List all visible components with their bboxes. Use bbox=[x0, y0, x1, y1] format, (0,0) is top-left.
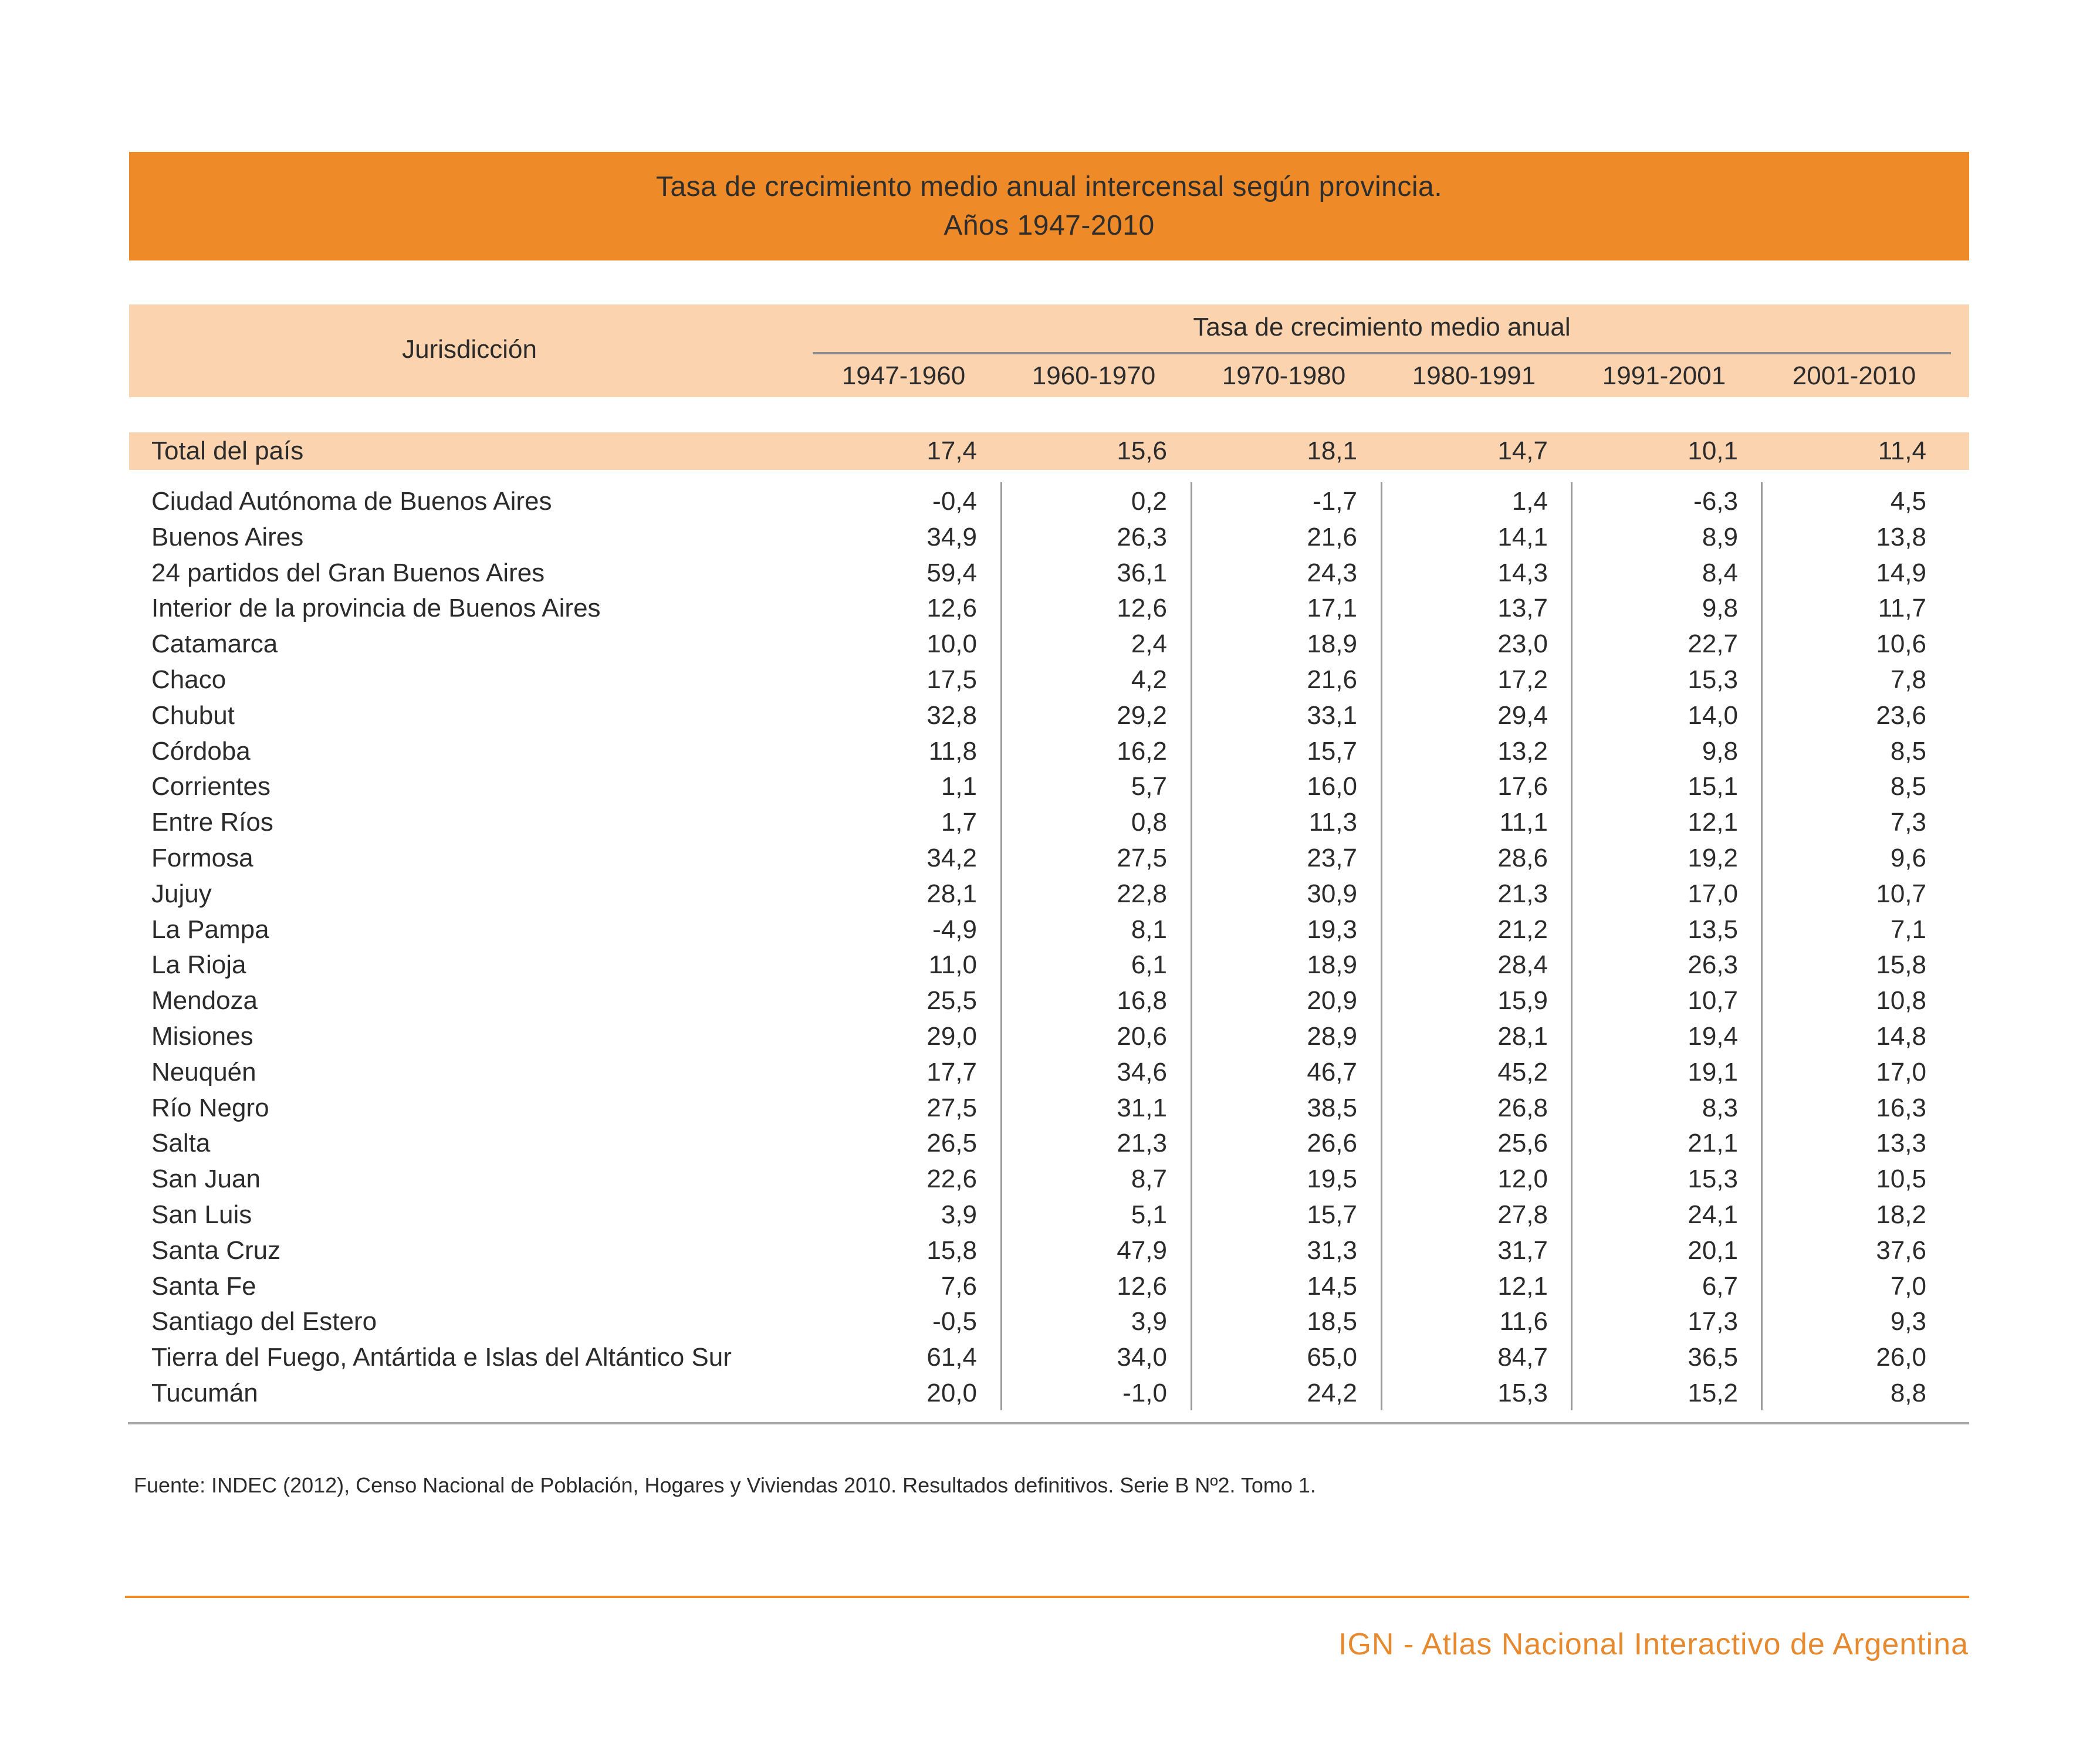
table-row-value: 36,5 bbox=[1688, 1343, 1738, 1372]
column-header-jurisdiction: Jurisdicción bbox=[402, 335, 537, 364]
total-row-value: 10,1 bbox=[1688, 436, 1738, 465]
period-header: 2001-2010 bbox=[1792, 361, 1916, 390]
table-row-value: 15,7 bbox=[1307, 737, 1357, 766]
table-row-value: -4,9 bbox=[932, 915, 977, 944]
table-row-value: 8,5 bbox=[1890, 737, 1926, 766]
table-row-value: 10,8 bbox=[1876, 986, 1926, 1015]
table-row-label: Chubut bbox=[151, 701, 235, 730]
table-row-value: 10,0 bbox=[926, 629, 977, 658]
table-row-value: 13,3 bbox=[1876, 1129, 1926, 1157]
table-row-value: 17,2 bbox=[1497, 665, 1548, 694]
table-row-value: 21,6 bbox=[1307, 523, 1357, 551]
table-row-value: 32,8 bbox=[926, 701, 977, 730]
table-row-value: 26,6 bbox=[1307, 1129, 1357, 1157]
table-row-label: Santiago del Estero bbox=[151, 1307, 377, 1336]
table-row-value: 47,9 bbox=[1117, 1236, 1167, 1265]
table-row-value: 21,1 bbox=[1688, 1129, 1738, 1157]
table-row-value: 30,9 bbox=[1307, 879, 1357, 908]
total-row-value: 15,6 bbox=[1117, 436, 1167, 465]
table-row-label: Buenos Aires bbox=[151, 523, 304, 551]
table-row-value: 34,9 bbox=[926, 523, 977, 551]
table-row-value: 38,5 bbox=[1307, 1094, 1357, 1122]
table-row-value: 18,9 bbox=[1307, 950, 1357, 979]
table-row-value: 65,0 bbox=[1307, 1343, 1357, 1372]
table-row-value: 6,7 bbox=[1702, 1272, 1738, 1301]
column-group-rule bbox=[813, 352, 1951, 354]
table-row-value: 5,1 bbox=[1131, 1200, 1167, 1229]
table-row-value: -6,3 bbox=[1693, 487, 1738, 516]
table-row-value: 16,8 bbox=[1117, 986, 1167, 1015]
table-row-value: 28,9 bbox=[1307, 1022, 1357, 1051]
table-row-value: 18,9 bbox=[1307, 629, 1357, 658]
table-row-value: 14,1 bbox=[1497, 523, 1548, 551]
table-row-value: 6,1 bbox=[1131, 950, 1167, 979]
table-row-value: 15,1 bbox=[1688, 772, 1738, 801]
table-row-value: 10,5 bbox=[1876, 1165, 1926, 1193]
period-header: 1947-1960 bbox=[841, 361, 966, 390]
table-row-value: 11,7 bbox=[1878, 594, 1926, 622]
table-row-value: 17,5 bbox=[926, 665, 977, 694]
table-row-value: 24,3 bbox=[1307, 558, 1357, 587]
table-row-value: 23,7 bbox=[1307, 844, 1357, 872]
source-note: Fuente: INDEC (2012), Censo Nacional de Población, Hogares y Viviendas 2010. Resultados definitivos. Serie B Nº2. Tomo 1. bbox=[134, 1473, 1316, 1497]
table-row-value: 4,5 bbox=[1890, 487, 1926, 516]
table-row-value: 31,7 bbox=[1497, 1236, 1548, 1265]
table-row-value: 84,7 bbox=[1497, 1343, 1548, 1372]
table-row-value: 18,2 bbox=[1876, 1200, 1926, 1229]
table-row-value: 19,1 bbox=[1688, 1058, 1738, 1086]
table-row-label: San Juan bbox=[151, 1165, 261, 1193]
column-divider bbox=[1761, 482, 1763, 1410]
table-row-value: 16,3 bbox=[1876, 1094, 1926, 1122]
table-row-value: -0,4 bbox=[932, 487, 977, 516]
table-row-value: 22,6 bbox=[926, 1165, 977, 1193]
period-header: 1980-1991 bbox=[1412, 361, 1536, 390]
table-row-value: 22,8 bbox=[1117, 879, 1167, 908]
table-row-value: 24,2 bbox=[1307, 1379, 1357, 1407]
table-row-value: 26,3 bbox=[1117, 523, 1167, 551]
table-row-value: 19,4 bbox=[1688, 1022, 1738, 1051]
column-divider bbox=[1000, 482, 1002, 1410]
table-row-value: 14,5 bbox=[1307, 1272, 1357, 1301]
table-row-value: 14,0 bbox=[1688, 701, 1738, 730]
table-row-value: 17,3 bbox=[1688, 1307, 1738, 1336]
table-title-banner bbox=[129, 152, 1969, 260]
table-row-label: Chaco bbox=[151, 665, 226, 694]
table-row-value: 59,4 bbox=[926, 558, 977, 587]
table-row-label: Río Negro bbox=[151, 1094, 269, 1122]
table-row-label: Santa Cruz bbox=[151, 1236, 281, 1265]
table-row-value: 15,3 bbox=[1688, 665, 1738, 694]
footer-brand: IGN - Atlas Nacional Interactivo de Argentina bbox=[1338, 1627, 1969, 1661]
table-row-value: 21,2 bbox=[1497, 915, 1548, 944]
table-subtitle-years: Años 1947-2010 bbox=[944, 209, 1155, 241]
table-row-value: 1,1 bbox=[941, 772, 977, 801]
table-row-value: 9,6 bbox=[1890, 844, 1926, 872]
table-row-value: 17,6 bbox=[1497, 772, 1548, 801]
table-bottom-rule bbox=[128, 1422, 1969, 1424]
table-row-value: 0,8 bbox=[1131, 808, 1167, 837]
table-row-value: 26,5 bbox=[926, 1129, 977, 1157]
table-row-value: 0,2 bbox=[1131, 487, 1167, 516]
table-row-value: 7,8 bbox=[1890, 665, 1926, 694]
table-row-value: 28,4 bbox=[1497, 950, 1548, 979]
table-row-value: 28,6 bbox=[1497, 844, 1548, 872]
table-row-value: 27,5 bbox=[926, 1094, 977, 1122]
table-row-value: 28,1 bbox=[1497, 1022, 1548, 1051]
table-row-value: 17,1 bbox=[1307, 594, 1357, 622]
table-row-value: 23,6 bbox=[1876, 701, 1926, 730]
table-row-value: 7,6 bbox=[941, 1272, 977, 1301]
table-row-value: 13,8 bbox=[1876, 523, 1926, 551]
table-row-value: 13,5 bbox=[1688, 915, 1738, 944]
table-row-value: 26,3 bbox=[1688, 950, 1738, 979]
table-row-value: 34,2 bbox=[926, 844, 977, 872]
table-row-value: 9,8 bbox=[1702, 737, 1738, 766]
table-row-value: 22,7 bbox=[1688, 629, 1738, 658]
table-row-value: 26,0 bbox=[1876, 1343, 1926, 1372]
table-row-value: 14,3 bbox=[1497, 558, 1548, 587]
table-row-value: 13,7 bbox=[1497, 594, 1548, 622]
table-row-value: 29,4 bbox=[1497, 701, 1548, 730]
table-row-value: 19,3 bbox=[1307, 915, 1357, 944]
table-row-value: 12,6 bbox=[1117, 594, 1167, 622]
footer-rule bbox=[125, 1596, 1969, 1598]
table-row-value: 61,4 bbox=[926, 1343, 977, 1372]
table-row-value: 11,8 bbox=[928, 737, 977, 766]
table-row-label: Córdoba bbox=[151, 737, 251, 766]
table-row-value: 25,5 bbox=[926, 986, 977, 1015]
table-row-value: 12,0 bbox=[1497, 1165, 1548, 1193]
table-row-value: 15,7 bbox=[1307, 1200, 1357, 1229]
table-row-value: 29,0 bbox=[926, 1022, 977, 1051]
column-divider bbox=[1381, 482, 1382, 1410]
table-row-value: 10,6 bbox=[1876, 629, 1926, 658]
period-header: 1970-1980 bbox=[1222, 361, 1346, 390]
table-row-value: 9,8 bbox=[1702, 594, 1738, 622]
table-row-value: 31,3 bbox=[1307, 1236, 1357, 1265]
total-row-value: 17,4 bbox=[926, 436, 977, 465]
table-row-value: 21,3 bbox=[1117, 1129, 1167, 1157]
table-row-value: 7,1 bbox=[1890, 915, 1926, 944]
table-row-label: Entre Ríos bbox=[151, 808, 273, 837]
table-row-value: 8,4 bbox=[1702, 558, 1738, 587]
table-row-value: 11,0 bbox=[928, 950, 977, 979]
table-row-label: Formosa bbox=[151, 844, 253, 872]
table-row-value: 10,7 bbox=[1876, 879, 1926, 908]
table-row-value: 46,7 bbox=[1307, 1058, 1357, 1086]
table-row-value: 34,6 bbox=[1117, 1058, 1167, 1086]
table-row-label: Interior de la provincia de Buenos Aires bbox=[151, 594, 601, 622]
table-row-label: Salta bbox=[151, 1129, 211, 1157]
table-row-value: 10,7 bbox=[1688, 986, 1738, 1015]
total-row-value: 18,1 bbox=[1307, 436, 1357, 465]
table-row-label: Jujuy bbox=[151, 879, 212, 908]
table-row-value: 12,6 bbox=[1117, 1272, 1167, 1301]
table-row-value: 25,6 bbox=[1497, 1129, 1548, 1157]
table-row-value: 15,3 bbox=[1497, 1379, 1548, 1407]
table-row-value: 8,3 bbox=[1702, 1094, 1738, 1122]
table-row-value: 7,3 bbox=[1890, 808, 1926, 837]
table-row-value: 20,1 bbox=[1688, 1236, 1738, 1265]
table-row-value: 11,1 bbox=[1499, 808, 1548, 837]
table-row-label: Tucumán bbox=[151, 1379, 258, 1407]
table-title: Tasa de crecimiento medio anual intercensal según provincia. bbox=[655, 171, 1443, 202]
table-row-value: 4,2 bbox=[1131, 665, 1167, 694]
table-row-value: 18,5 bbox=[1307, 1307, 1357, 1336]
table-row-value: 7,0 bbox=[1890, 1272, 1926, 1301]
table-row-label: Neuquén bbox=[151, 1058, 256, 1086]
table-row-value: 29,2 bbox=[1117, 701, 1167, 730]
table-row-value: 14,9 bbox=[1876, 558, 1926, 587]
table-row-value: 20,9 bbox=[1307, 986, 1357, 1015]
table-row-value: 3,9 bbox=[941, 1200, 977, 1229]
table-row-value: 21,3 bbox=[1497, 879, 1548, 908]
table-row-value: 1,7 bbox=[941, 808, 977, 837]
table-row-value: 37,6 bbox=[1876, 1236, 1926, 1265]
table-row-value: 12,6 bbox=[926, 594, 977, 622]
table-row-label: Mendoza bbox=[151, 986, 258, 1015]
table-row-value: 45,2 bbox=[1497, 1058, 1548, 1086]
table-row-value: 13,2 bbox=[1497, 737, 1548, 766]
period-header: 1991-2001 bbox=[1602, 361, 1726, 390]
table-row-value: -1,7 bbox=[1313, 487, 1357, 516]
table-row-label: La Pampa bbox=[151, 915, 269, 944]
total-row-value: 11,4 bbox=[1878, 436, 1926, 465]
table-row-value: 20,6 bbox=[1117, 1022, 1167, 1051]
table-row-value: 9,3 bbox=[1890, 1307, 1926, 1336]
table-row-value: 8,1 bbox=[1131, 915, 1167, 944]
table-row-value: 8,7 bbox=[1131, 1165, 1167, 1193]
table-row-label: 24 partidos del Gran Buenos Aires bbox=[151, 558, 545, 587]
table-row-value: 8,5 bbox=[1890, 772, 1926, 801]
table-row-label: Misiones bbox=[151, 1022, 253, 1051]
table-row-value: 31,1 bbox=[1117, 1094, 1167, 1122]
table-row-value: 19,5 bbox=[1307, 1165, 1357, 1193]
table-row-value: 5,7 bbox=[1131, 772, 1167, 801]
table-row-value: 26,8 bbox=[1497, 1094, 1548, 1122]
table-row-value: 28,1 bbox=[926, 879, 977, 908]
table-row-value: 15,3 bbox=[1688, 1165, 1738, 1193]
table-row-value: 24,1 bbox=[1688, 1200, 1738, 1229]
table-row-label: San Luis bbox=[151, 1200, 252, 1229]
column-divider bbox=[1571, 482, 1573, 1410]
table-row-value: 36,1 bbox=[1117, 558, 1167, 587]
table-row-value: 19,2 bbox=[1688, 844, 1738, 872]
table-row-value: 15,8 bbox=[1876, 950, 1926, 979]
table-row-label: Santa Fe bbox=[151, 1272, 256, 1301]
table-row-value: 20,0 bbox=[926, 1379, 977, 1407]
table-row-label: Tierra del Fuego, Antártida e Islas del Altántico Sur bbox=[151, 1343, 732, 1372]
table-row-value: 1,4 bbox=[1511, 487, 1548, 516]
table-row-value: 12,1 bbox=[1497, 1272, 1548, 1301]
total-row-label: Total del país bbox=[151, 436, 304, 465]
table-row-value: 17,0 bbox=[1876, 1058, 1926, 1086]
table-row-value: 34,0 bbox=[1117, 1343, 1167, 1372]
table-row-value: 21,6 bbox=[1307, 665, 1357, 694]
table-row-value: 3,9 bbox=[1131, 1307, 1167, 1336]
table-row-value: 27,8 bbox=[1497, 1200, 1548, 1229]
table-row-value: 17,7 bbox=[926, 1058, 977, 1086]
column-divider bbox=[1191, 482, 1192, 1410]
table-row-value: 8,8 bbox=[1890, 1379, 1926, 1407]
table-row-value: 15,2 bbox=[1688, 1379, 1738, 1407]
table-row-value: 15,9 bbox=[1497, 986, 1548, 1015]
table-row-value: -0,5 bbox=[932, 1307, 977, 1336]
table-row-value: 12,1 bbox=[1688, 808, 1738, 837]
table-row-value: 27,5 bbox=[1117, 844, 1167, 872]
table-row-value: 16,0 bbox=[1307, 772, 1357, 801]
table-row-value: -1,0 bbox=[1122, 1379, 1167, 1407]
column-group-header: Tasa de crecimiento medio anual bbox=[1193, 313, 1571, 341]
table-row-label: Corrientes bbox=[151, 772, 270, 801]
table-row-value: 15,8 bbox=[926, 1236, 977, 1265]
table-row-label: Catamarca bbox=[151, 629, 278, 658]
total-row-value: 14,7 bbox=[1497, 436, 1548, 465]
table-row-value: 14,8 bbox=[1876, 1022, 1926, 1051]
table-row-label: La Rioja bbox=[151, 950, 246, 979]
table-row-value: 16,2 bbox=[1117, 737, 1167, 766]
table-row-label: Ciudad Autónoma de Buenos Aires bbox=[151, 487, 552, 516]
period-header: 1960-1970 bbox=[1032, 361, 1156, 390]
table-row-value: 11,6 bbox=[1499, 1307, 1548, 1336]
table-row-value: 2,4 bbox=[1131, 629, 1167, 658]
table-row-value: 23,0 bbox=[1497, 629, 1548, 658]
table-row-value: 33,1 bbox=[1307, 701, 1357, 730]
table-row-value: 11,3 bbox=[1308, 808, 1357, 837]
table-row-value: 8,9 bbox=[1702, 523, 1738, 551]
table-row-value: 17,0 bbox=[1688, 879, 1738, 908]
